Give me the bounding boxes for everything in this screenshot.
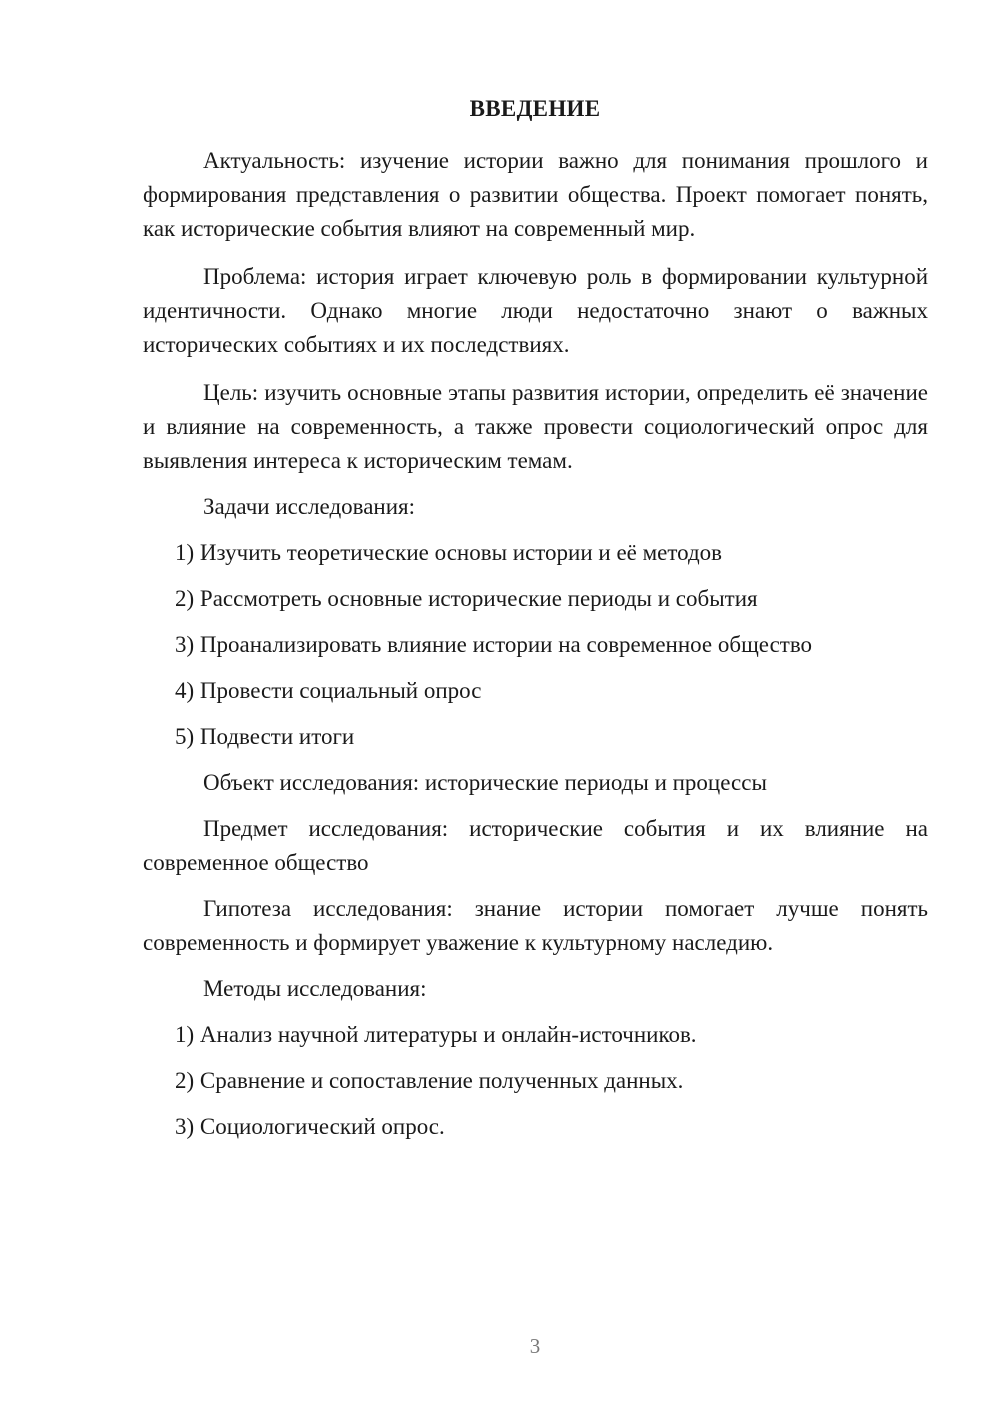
list-item: 2) Рассмотреть основные исторические периоды и события — [175, 586, 758, 611]
tasks-list — [143, 536, 928, 754]
tasks-heading: Задачи исследования: — [203, 494, 416, 519]
relevance-paragraph: Актуальность: изучение истории важно для понимания прошлого и формирования представления о развитии общества. Проект помогает понять, как исторические события влияют на современный мир. — [143, 148, 928, 241]
document-body — [143, 144, 928, 1144]
list-item: 4) Провести социальный опрос — [175, 678, 482, 703]
list-item: 3) Социологический опрос. — [175, 1114, 445, 1139]
methods-heading: Методы исследования: — [203, 976, 427, 1001]
page-number: 3 — [529, 1334, 541, 1358]
methods-list — [143, 1018, 928, 1144]
hypothesis-paragraph: Гипотеза исследования: знание истории помогает лучше понять современность и формирует уважение к культурному наследию. — [143, 896, 928, 955]
goal-paragraph: Цель: изучить основные этапы развития истории, определить её значение и влияние на современность, а также провести социологический опрос для выявления интереса к историческим темам. — [143, 380, 928, 473]
problem-paragraph: Проблема: история играет ключевую роль в формировании культурной идентичности. Однако многие люди недостаточно знают о важных исторических событиях и их последствиях. — [143, 264, 928, 357]
list-item: 2) Сравнение и сопоставление полученных данных. — [175, 1068, 684, 1093]
list-item: 1) Изучить теоретические основы истории и её методов — [175, 540, 723, 565]
list-item: 5) Подвести итоги — [175, 724, 355, 749]
subject-paragraph: Предмет исследования: исторические события и их влияние на современное общество — [143, 816, 928, 875]
object-paragraph: Объект исследования: исторические периоды и процессы — [203, 770, 767, 795]
list-item: 3) Проанализировать влияние истории на современное общество — [175, 632, 813, 657]
section-title: ВВЕДЕНИЕ — [469, 96, 601, 121]
list-item: 1) Анализ научной литературы и онлайн-источников. — [175, 1022, 697, 1047]
